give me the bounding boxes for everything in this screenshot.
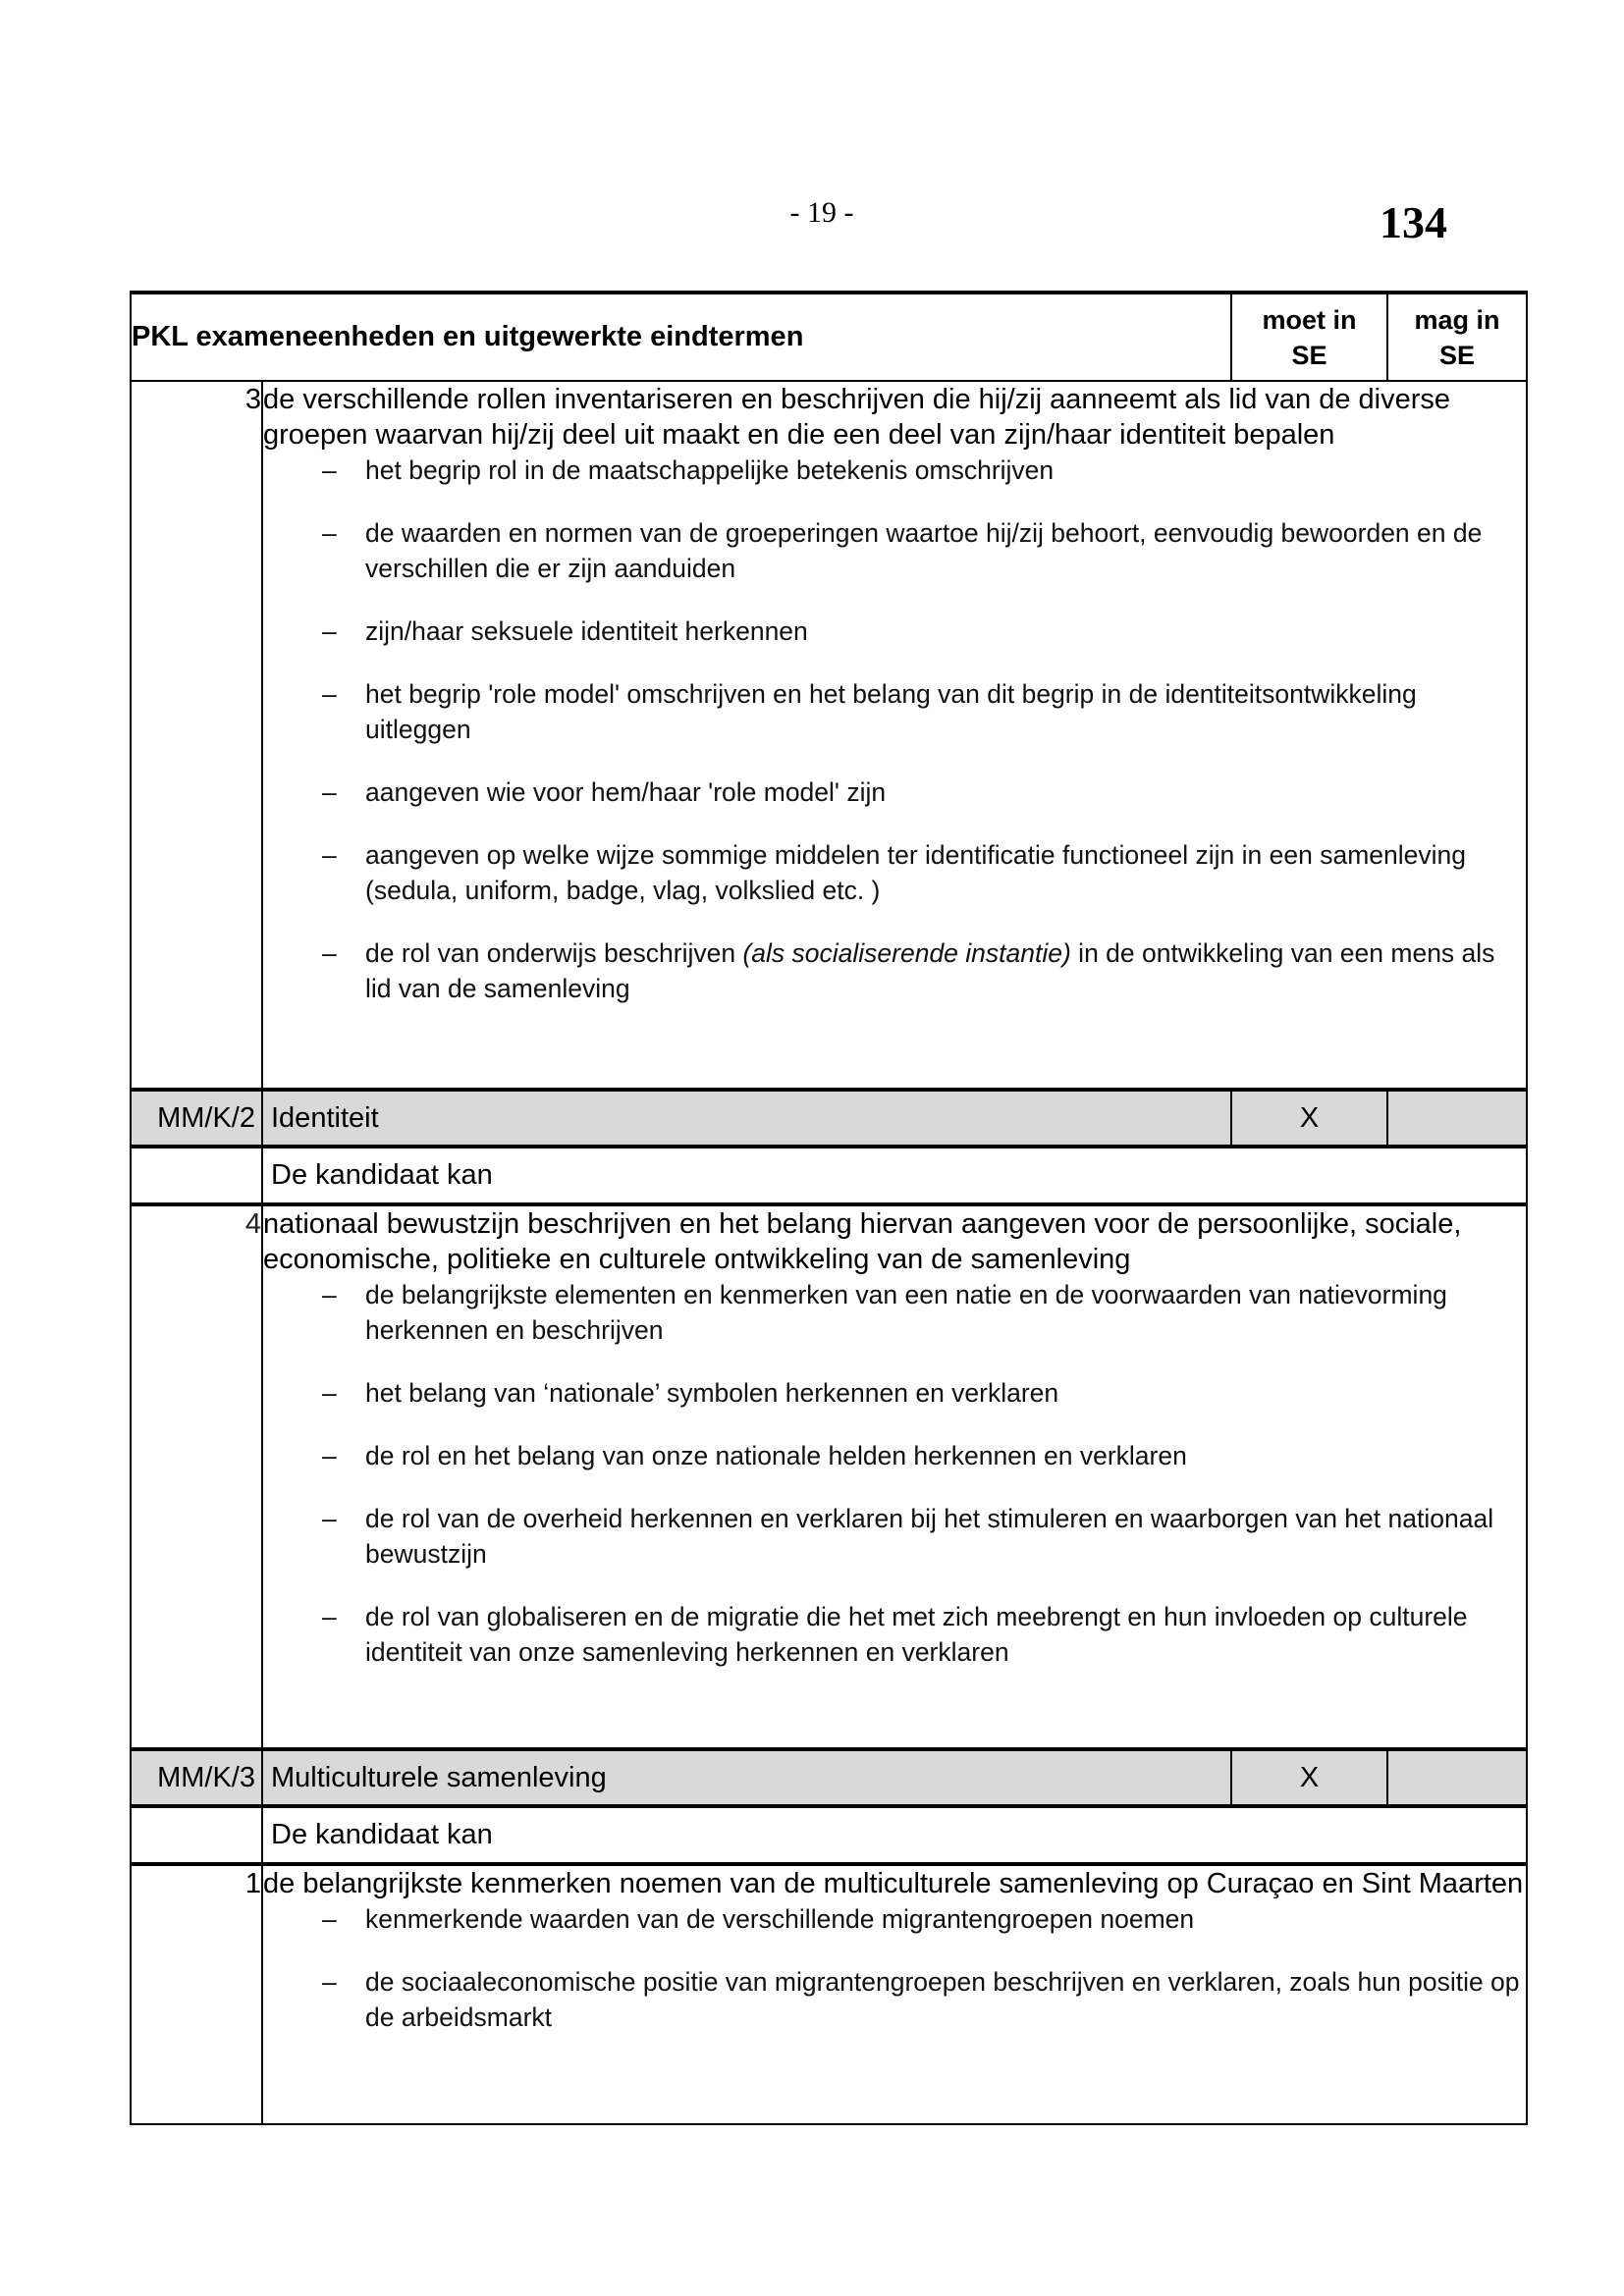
- dash-bullet-icon: –: [322, 777, 337, 807]
- subterm-item: [263, 1277, 1526, 1348]
- header-moet-in-se: [1231, 293, 1387, 381]
- header-mag-line1: mag in: [1414, 304, 1500, 335]
- subterm-text: de rol van onderwijs beschrijven: [365, 938, 743, 968]
- moet-in-se-mark: X: [1231, 1090, 1387, 1147]
- subterm-text: het begrip rol in de maatschappelijke betekenis omschrijven: [365, 455, 1055, 485]
- dash-bullet-icon: –: [322, 679, 337, 709]
- exam-unit-row: [131, 1749, 1527, 1806]
- subterm-item: [263, 1501, 1526, 1572]
- subterm-item: [263, 1438, 1526, 1473]
- intro-text: De kandidaat kan: [262, 1147, 1527, 1204]
- eindtermen-table: [130, 291, 1528, 2125]
- subterm-text: de belangrijkste elementen en kenmerken van een natie en de voorwaarden van natievorming herkennen en beschrijven: [365, 1280, 1447, 1345]
- exam-unit-row: [131, 1090, 1527, 1147]
- subterm-text: de rol van de overheid herkennen en verklaren bij het stimuleren en waarborgen van het nationaal bewustzijn: [365, 1504, 1494, 1569]
- subterm-item: [263, 1964, 1526, 2035]
- intro-code-cell: [131, 1806, 262, 1864]
- header-mag-in-se: [1387, 293, 1527, 381]
- subterm-text: de rol van globaliseren en de migratie die het met zich meebrengt en hun invloeden op culturele identiteit van onze samenleving herkennen en verklaren: [365, 1602, 1468, 1667]
- subterm-text: in de ontwikkeling van een mens als lid van de samenleving: [365, 938, 1495, 1003]
- intro-row: [131, 1147, 1527, 1204]
- subterm-list: [263, 1277, 1526, 1670]
- eindterm-number: 1: [131, 1864, 262, 2124]
- dash-bullet-icon: –: [322, 1504, 337, 1533]
- dash-bullet-icon: –: [322, 840, 337, 870]
- dash-bullet-icon: –: [322, 1441, 337, 1470]
- eindterm-row: [131, 381, 1527, 1090]
- subterm-text-italic: (als socialiserende instantie): [742, 938, 1071, 968]
- sheet-number: 134: [1380, 197, 1447, 247]
- subterm-item: [263, 1375, 1526, 1411]
- subterm-text: het begrip 'role model' omschrijven en het belang van dit begrip in de identiteitsontwikkeling uitleggen: [365, 679, 1417, 744]
- subterm-list: [263, 1901, 1526, 2035]
- subterm-item: [263, 453, 1526, 488]
- dash-bullet-icon: –: [322, 1378, 337, 1408]
- subterm-text: zijn/haar seksuele identiteit herkennen: [365, 616, 808, 646]
- intro-code-cell: [131, 1147, 262, 1204]
- eindterm-number: 4: [131, 1204, 262, 1749]
- eindterm-title: nationaal bewustzijn beschrijven en het belang hiervan aangeven voor de persoonlijke, sociale, economische, politieke en culturele ontwikkeling van de samenleving: [263, 1208, 1462, 1275]
- subterm-item: [263, 614, 1526, 649]
- header-moet-line1: moet in: [1262, 304, 1357, 335]
- exam-unit-label: Multiculturele samenleving: [262, 1749, 1231, 1806]
- exam-unit-label: Identiteit: [262, 1090, 1231, 1147]
- subterm-item: [263, 1599, 1526, 1670]
- subterm-item: [263, 676, 1526, 747]
- subterm-item: [263, 515, 1526, 586]
- mag-in-se-mark: [1387, 1749, 1527, 1806]
- dash-bullet-icon: –: [322, 455, 337, 485]
- subterm-text: de rol en het belang van onze nationale helden herkennen en verklaren: [365, 1441, 1187, 1470]
- subterm-text: de waarden en normen van de groeperingen waartoe hij/zij behoort, eenvoudig bewoorden en de verschillen die er zijn aanduiden: [365, 518, 1483, 583]
- dash-bullet-icon: –: [322, 1904, 337, 1934]
- dash-bullet-icon: –: [322, 1280, 337, 1309]
- intro-row: [131, 1806, 1527, 1864]
- eindterm-row: [131, 1204, 1527, 1749]
- header-moet-line2: SE: [1291, 340, 1327, 370]
- subterm-text: aangeven wie voor hem/haar 'role model' zijn: [365, 777, 887, 807]
- mag-in-se-mark: [1387, 1090, 1527, 1147]
- eindterm-title: de verschillende rollen inventariseren en beschrijven die hij/zij aanneemt als lid van de diverse groepen waarvan hij/zij deel uit maakt en die een deel van zijn/haar identiteit bepalen: [263, 384, 1451, 451]
- dash-bullet-icon: –: [322, 616, 337, 646]
- eindterm-number: 3: [131, 381, 262, 1090]
- dash-bullet-icon: –: [322, 1602, 337, 1631]
- intro-text: De kandidaat kan: [262, 1806, 1527, 1864]
- subterm-text: het belang van ‘nationale’ symbolen herkennen en verklaren: [365, 1378, 1059, 1408]
- eindterm-title: de belangrijkste kenmerken noemen van de multiculturele samenleving op Curaçao en Sint Maarten: [263, 1868, 1524, 1899]
- eindterm-content: [262, 1204, 1527, 1749]
- page-number: - 19 -: [789, 196, 854, 229]
- table-header-title: PKL exameneenheden en uitgewerkte eindtermen: [131, 293, 1231, 381]
- table-header-row: [131, 293, 1527, 381]
- subterm-text: de sociaaleconomische positie van migrantengroepen beschrijven en verklaren, zoals hun positie op de arbeidsmarkt: [365, 1967, 1520, 2032]
- exam-unit-code: MM/K/3: [131, 1749, 262, 1806]
- header-mag-line2: SE: [1438, 340, 1476, 370]
- exam-unit-code: MM/K/2: [131, 1090, 262, 1147]
- eindterm-content: [262, 381, 1527, 1090]
- subterm-item: [263, 935, 1526, 1006]
- dash-bullet-icon: –: [322, 1967, 337, 1997]
- subterm-text: aangeven op welke wijze sommige middelen ter identificatie functioneel zijn in een samenleving (sedula, uniform, badge, vlag, volkslied etc. ): [365, 840, 1466, 905]
- dash-bullet-icon: –: [322, 938, 337, 968]
- subterm-list: [263, 453, 1526, 1006]
- eindterm-row: [131, 1864, 1527, 2124]
- eindterm-content: [262, 1864, 1527, 2124]
- subterm-item: [263, 774, 1526, 810]
- moet-in-se-mark: X: [1231, 1749, 1387, 1806]
- dash-bullet-icon: –: [322, 518, 337, 548]
- subterm-text: kenmerkende waarden van de verschillende migrantengroepen noemen: [365, 1904, 1195, 1934]
- subterm-item: [263, 837, 1526, 908]
- subterm-item: [263, 1901, 1526, 1937]
